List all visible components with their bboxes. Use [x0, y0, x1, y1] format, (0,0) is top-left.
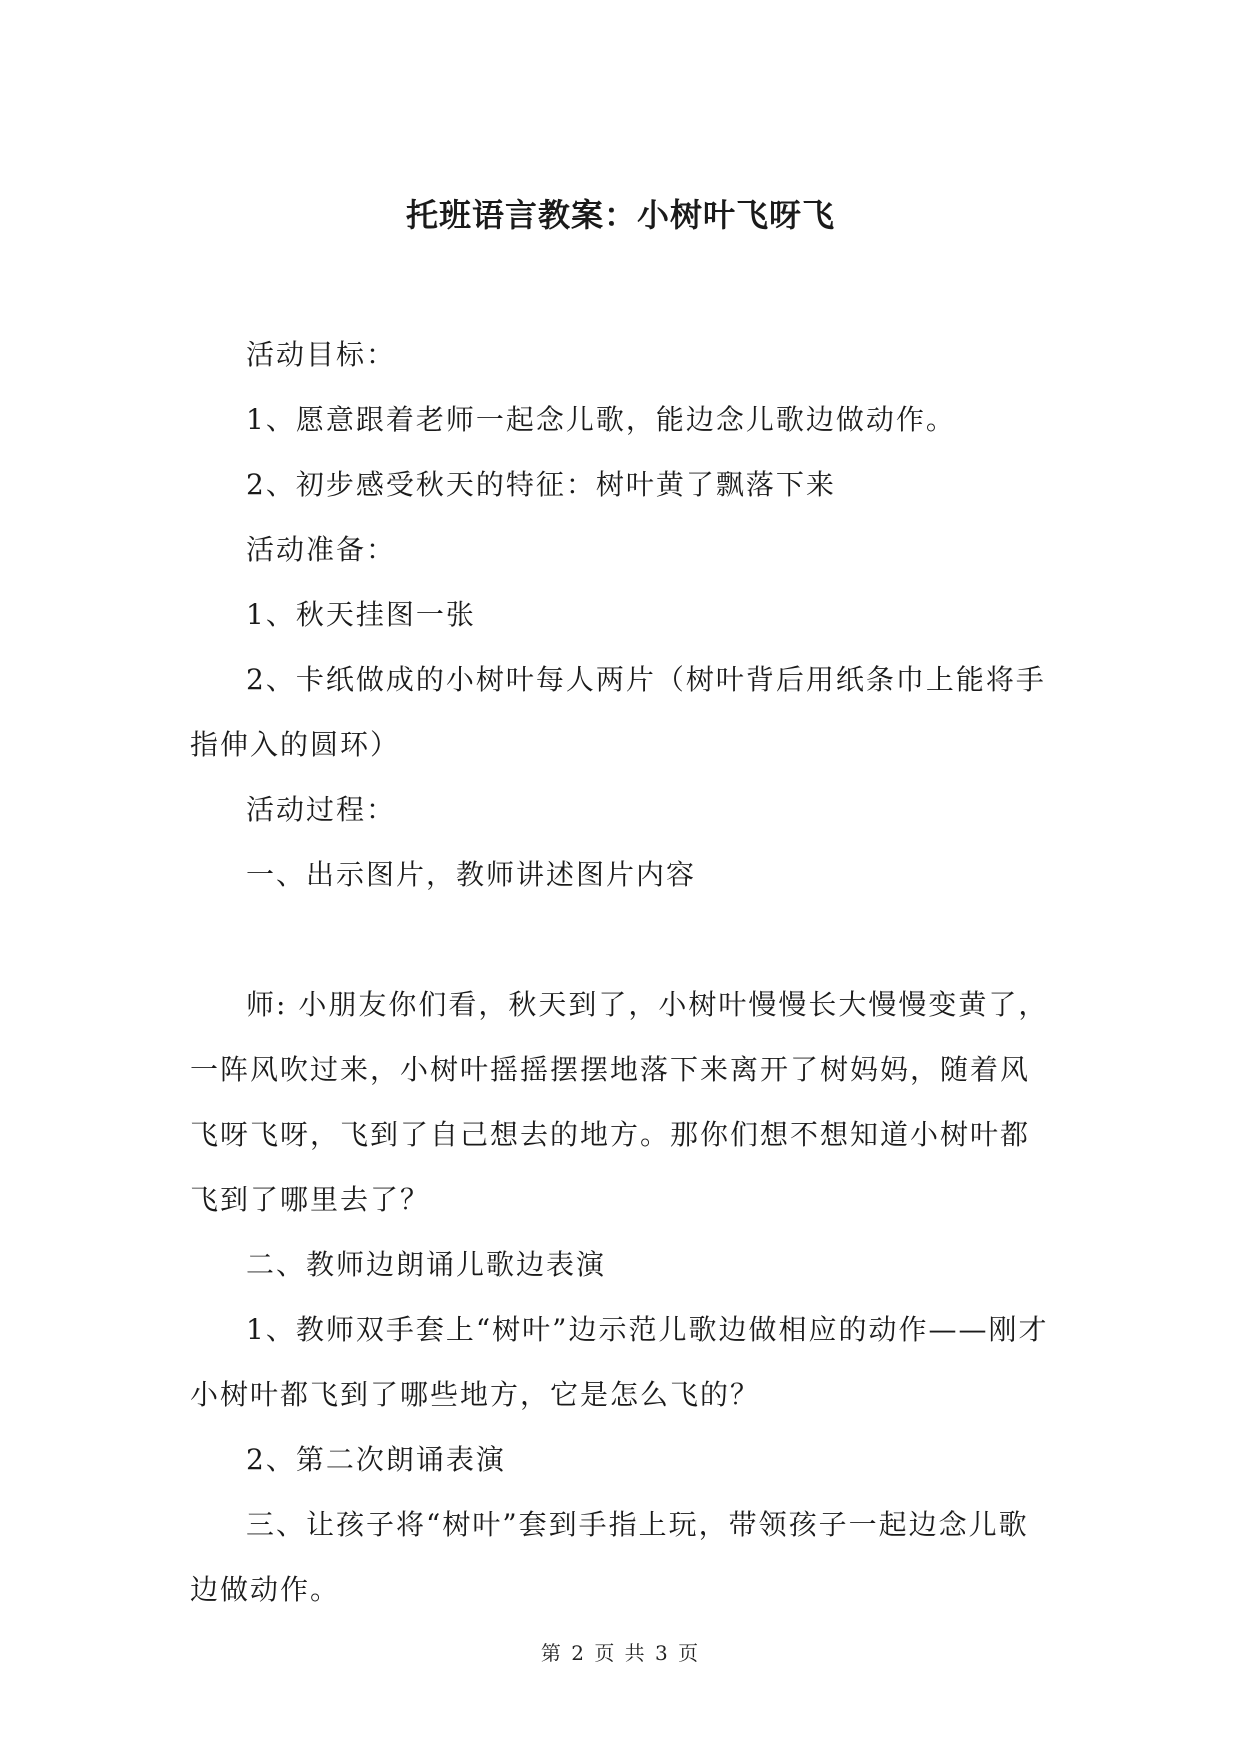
paragraph: 2、初步感受秋天的特征：树叶黄了飘落下来: [246, 468, 836, 501]
blank-line: [190, 907, 1050, 972]
paragraph: 师: 小朋友你们看，秋天到了，小树叶慢慢长大慢慢变黄了，一阵风吹过来，小树叶摇摇摆摆地落下来离开了树妈妈，随着风飞呀飞呀，飞到了自己想去的地方。那你们想不想知道小树叶都飞到了哪里去了？: [190, 988, 1049, 1216]
paragraph: 1、秋天挂图一张: [246, 598, 476, 631]
paragraph: 活动目标：: [246, 338, 397, 371]
paragraph: 2、第二次朗诵表演: [246, 1443, 506, 1476]
paragraph: 二、教师边朗诵儿歌边表演: [246, 1248, 607, 1281]
paragraph: 1、愿意跟着老师一起念儿歌，能边念儿歌边做动作。: [246, 403, 956, 436]
page-number: 第 2 页 共 3 页: [540, 1641, 701, 1665]
paragraph: 活动过程：: [246, 793, 397, 826]
paragraph: 三、让孩子将“树叶”套到手指上玩，带领孩子一起边念儿歌边做动作。: [190, 1508, 1029, 1606]
document-title: 托班语言教案：小树叶飞呀飞: [405, 196, 835, 234]
document-body: [190, 322, 1050, 1622]
paragraph: 2、卡纸做成的小树叶每人两片（树叶背后用纸条巾上能将手指伸入的圆环）: [190, 663, 1046, 761]
paragraph: 活动准备：: [246, 533, 397, 566]
paragraph: 1、教师双手套上“树叶”边示范儿歌边做相应的动作——刚才小树叶都飞到了哪些地方，它是怎么飞的？: [190, 1313, 1049, 1411]
paragraph: 一、出示图片，教师讲述图片内容: [246, 858, 697, 891]
